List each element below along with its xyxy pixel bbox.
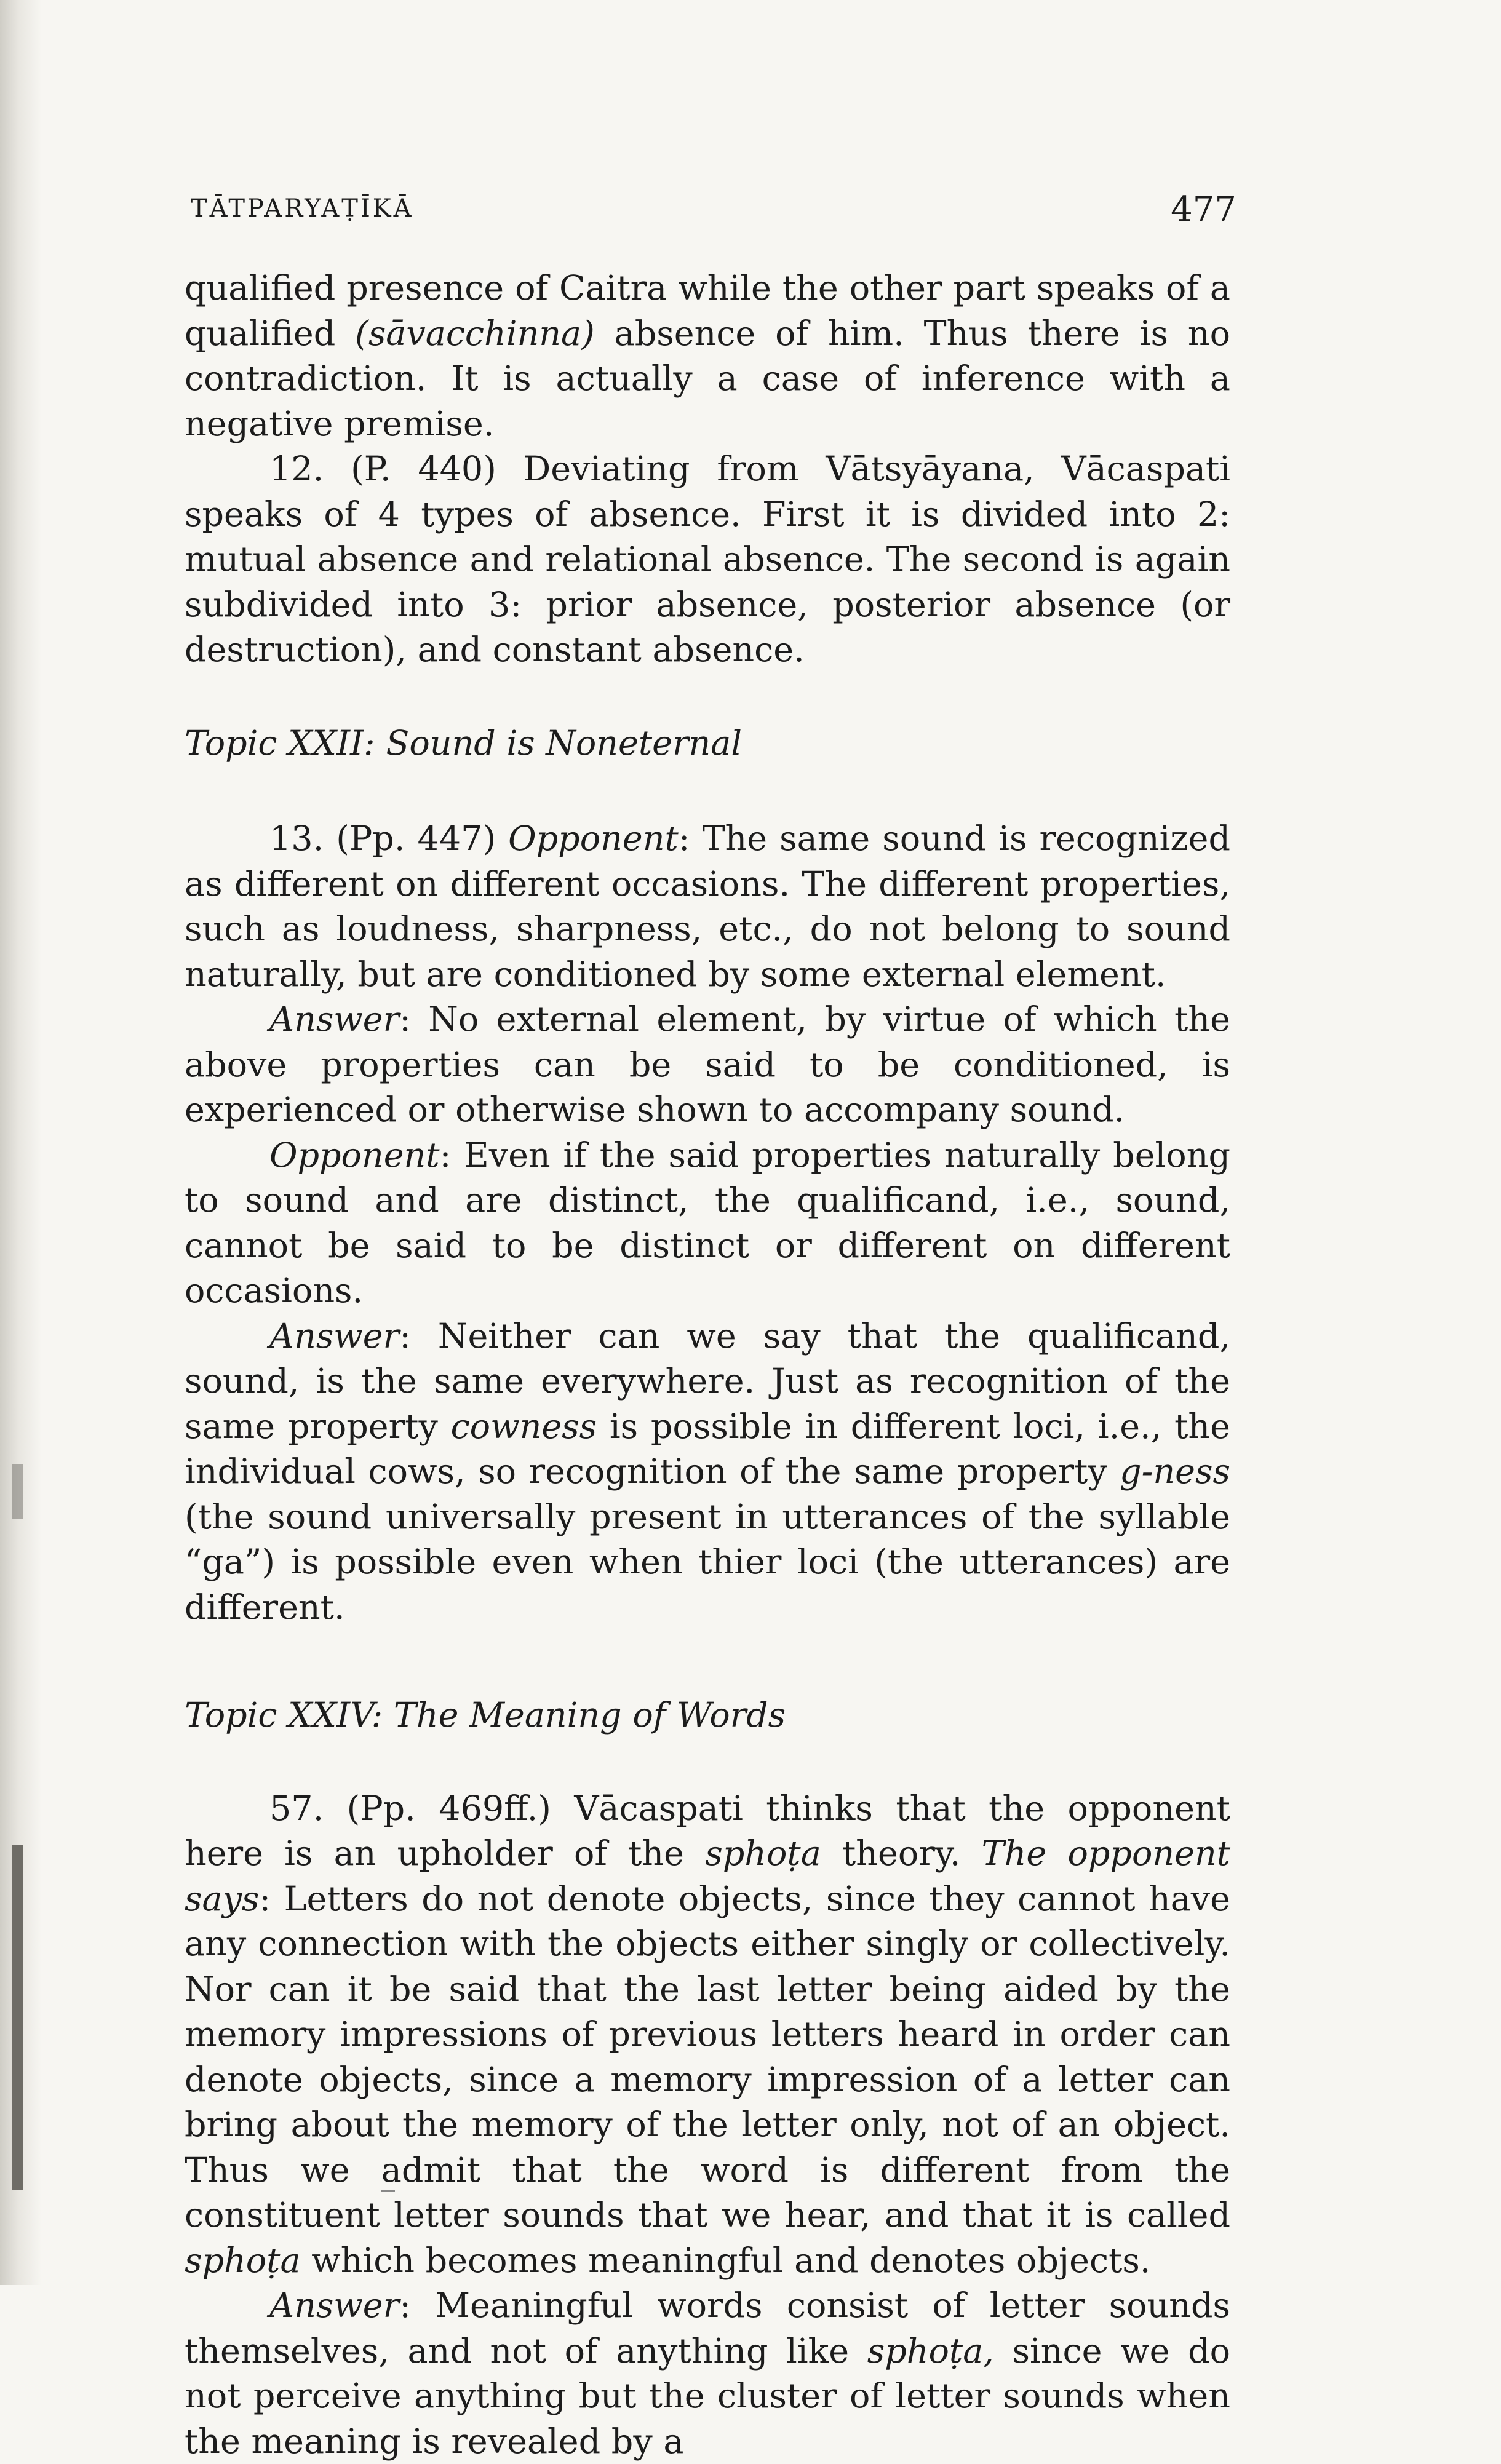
paragraph-text: (the sound universally present in utterances of the syllable “ga”) is possible even when thier loci (the utterances) are different.: [185, 1496, 1230, 1627]
paragraph-text: : Even if the said properties naturally belong to sound and are distinct, the qualificand, i.e., sound, cannot be said to be distinct or different on different occasions.: [185, 1135, 1230, 1311]
section-heading-topic-xxiv: Topic XXIV: The Meaning of Words: [185, 1695, 786, 1735]
paragraph-text: which becomes meaningful and denotes objects.: [300, 2240, 1151, 2281]
scan-page-edge: [0, 0, 42, 2285]
body-text: [185, 266, 1230, 2464]
speaker-label: Answer: [269, 2286, 400, 2326]
paragraph-13: [185, 816, 1230, 997]
paragraph-text: 57. (Pp. 469ff.) Vācaspati thinks that the opponent here is an upholder of the: [185, 1788, 1230, 1874]
speaker-label: Opponent: [269, 1135, 440, 1175]
term-sphota: sphoṭa: [705, 1834, 821, 1874]
paragraph-57: [185, 1786, 1230, 2284]
paragraph-text: : Neither can we say that the qualificand, sound, is the same everywhere. Just as recognition of the same property: [185, 1316, 1230, 1447]
paragraph-opponent: [185, 1133, 1230, 1314]
paragraph-text: theory.: [821, 1834, 982, 1874]
term-sphota: sphoṭa: [185, 2240, 301, 2281]
paragraph-12: 12. (P. 440) Deviating from Vātsyāyana, Vācaspati speaks of 4 types of absence. First it is divided into 2: mutual absence and relational absence. The second is again subdivided into 3: prior absence, posterior absence (or destruction), and constant absence.: [185, 449, 1230, 670]
paragraph-text: absence of him. Thus there is no contradiction. It is actually a case of inference with a negative premise.: [185, 313, 1230, 444]
term-g-ness: g-ness: [1120, 1452, 1230, 1492]
paragraph-text: : Letters do not denote objects, since they cannot have any connection with the objects either singly or collectively. Nor can it be said that the last letter being aided by the memory impressions of previous letters heard in order can denote objects, since a memory impression of a letter can bring about the memory of the letter only, not of an object. Thus we admit that the word is different from the constituent letter sounds that we hear, and that it is called: [185, 1878, 1230, 2235]
paragraph-answer: [185, 2283, 1230, 2464]
paragraph-answer: [185, 1314, 1230, 1631]
term-cowness: cowness: [450, 1406, 597, 1447]
page-number: 477: [1171, 189, 1236, 229]
speaker-label: Opponent: [508, 819, 679, 859]
scan-edge-mark: [12, 1464, 23, 1519]
paragraph-answer: [185, 997, 1230, 1133]
page-header: [191, 185, 1236, 240]
paragraph-text: : The same sound is recognized as different on different occasions. The different properties, such as loudness, sharpness, etc., do not belong to sound naturally, but are conditioned by some external element.: [185, 819, 1230, 995]
paragraph-text: since we do not perceive anything but the cluster of letter sounds when the meaning is revealed by a: [185, 2331, 1231, 2462]
scan-mark: [381, 2190, 395, 2192]
paragraph-text: : Meaningful words consist of letter sounds themselves, and not of anything like: [185, 2286, 1230, 2371]
speaker-label: Answer: [269, 1316, 400, 1356]
paragraph-text: is possible in different loci, i.e., the individual cows, so recognition of the same property: [185, 1406, 1230, 1492]
paragraph-text: qualified presence of Caitra while the other part speaks of a qualified: [185, 268, 1230, 354]
speaker-label: The opponent says: [185, 1834, 1231, 1919]
running-title: TĀTPARYAṬĪKĀ: [191, 194, 414, 223]
paragraph-text: : No external element, by virtue of which the above properties can be said to be conditioned, is experienced or otherwise shown to accompany sound.: [185, 1000, 1230, 1130]
paragraph: [185, 266, 1230, 447]
term-savacchinna: (sāvacchinna): [355, 313, 595, 354]
scan-edge-mark: [12, 1845, 23, 2190]
term-sphota: sphoṭa,: [867, 2331, 994, 2371]
section-heading-topic-xxii: Topic XXII: Sound is Noneternal: [185, 723, 743, 763]
speaker-label: Answer: [269, 1000, 400, 1039]
paragraph-text: 13. (Pp. 447): [269, 819, 509, 859]
